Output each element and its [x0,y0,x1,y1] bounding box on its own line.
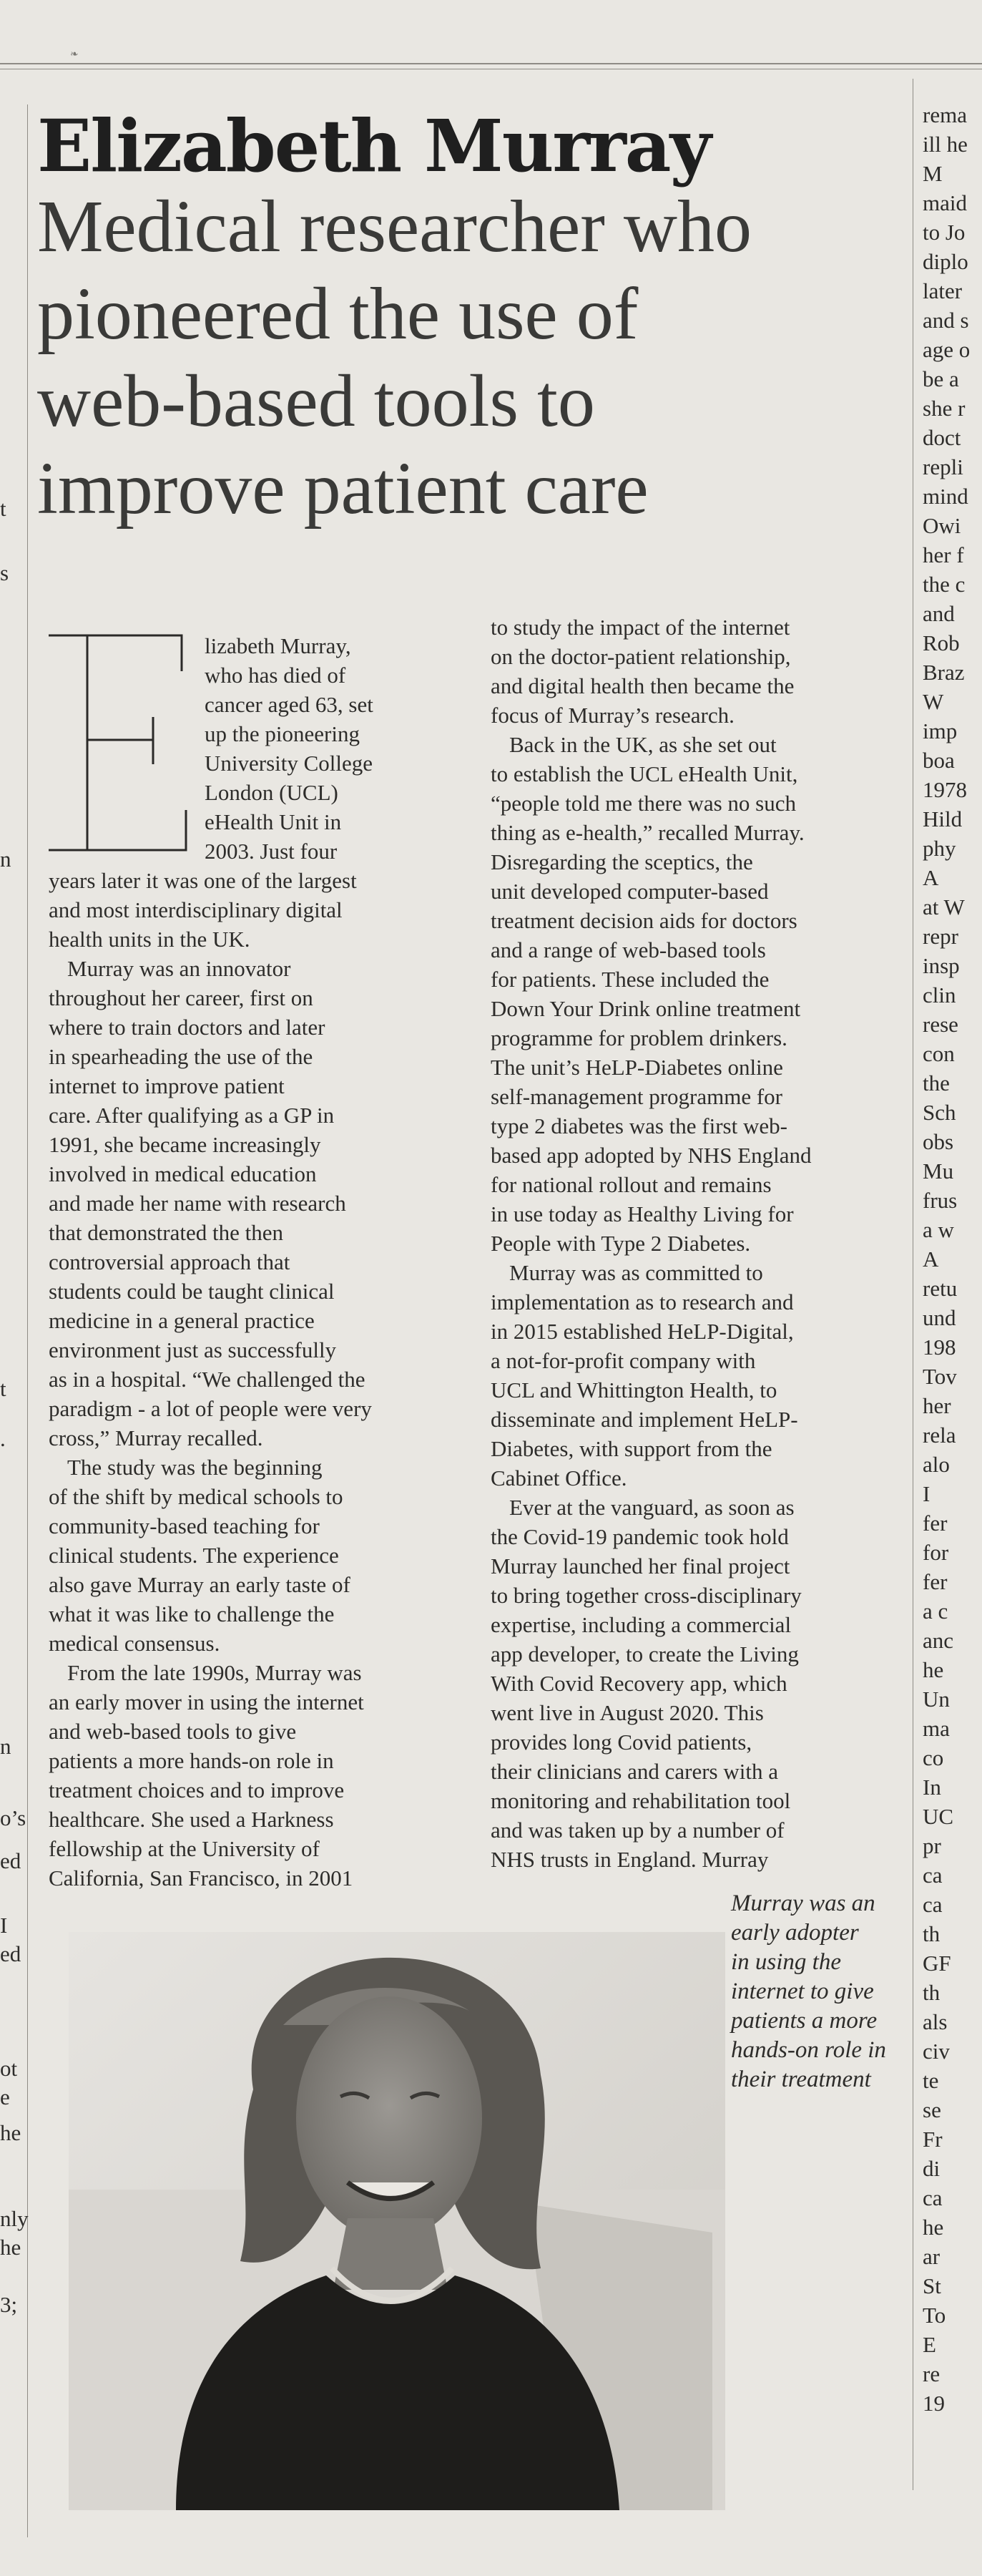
previous-column-fragment-line: n [0,1734,11,1759]
caption-line: internet to give [731,1979,874,2004]
column-1-line: throughout her career, first on [49,985,313,1010]
column-1-line: 1991, she became increasingly [49,1132,321,1157]
next-column-fragment-line: insp [923,953,960,978]
column-2-line: and was taken up by a number of [491,1818,785,1843]
next-column-fragment-line: E [923,2332,936,2357]
column-2-line: provides long Covid patients, [491,1729,752,1755]
column-2-line: People with Type 2 Diabetes. [491,1231,751,1256]
column-2-line: expertise, including a commercial [491,1612,792,1637]
column-2-line: disseminate and implement HeLP- [491,1407,798,1432]
column-2-line: to bring together cross-disciplinary [491,1583,802,1608]
column-1-line: community-based teaching for [49,1513,320,1538]
column-1-line: From the late 1990s, Murray was [67,1660,362,1685]
column-1-line: The study was the beginning [67,1455,323,1480]
caption-line: their treatment [731,2067,871,2092]
column-2-line: Ever at the vanguard, as soon as [509,1495,795,1520]
next-column-fragment-line: she r [923,396,966,421]
next-column-fragment-line: fer [923,1511,948,1536]
column-1-line: California, San Francisco, in 2001 [49,1865,353,1890]
next-column-fragment-line: anc [923,1628,954,1653]
next-column-fragment-line: se [923,2097,941,2122]
next-column-fragment-line: for [923,1540,949,1565]
caption-line: in using the [731,1949,841,1975]
column-2-line: unit developed computer-based [491,879,769,904]
next-column-fragment-line: 19 [923,2391,945,2416]
next-column-fragment-line: con [923,1041,955,1066]
column-2-line: The unit’s HeLP-Diabetes online [491,1055,783,1080]
column-2-line: on the doctor-patient relationship, [491,644,791,669]
column-1-line: care. After qualifying as a GP in [49,1103,335,1128]
next-column-fragment-line: frus [923,1188,958,1213]
next-column-fragment-line: To [923,2303,946,2328]
column-1-line: medicine in a general practice [49,1308,315,1333]
column-2-line: implementation as to research and [491,1289,794,1314]
body-column-2 [491,613,913,1874]
column-2-line: and digital health then became the [491,673,795,698]
previous-column-fragment-line: 3; [0,2292,18,2317]
obituary-headline: Elizabeth Murray [37,104,710,188]
column-2-line: in 2015 established HeLP-Digital, [491,1319,794,1344]
column-2-line: Murray launched her final project [491,1553,790,1579]
next-column-fragment-line: retu [923,1276,958,1301]
next-column-fragment-line: A [923,865,939,890]
next-column-fragment-line: ca [923,2185,943,2210]
next-column-fragment-line: ca [923,1892,943,1917]
next-column-fragment-line: Mu [923,1158,954,1184]
column-1-line: involved in medical education [49,1161,317,1186]
column-2-line: Murray was as committed to [509,1260,763,1285]
photo-caption [731,1889,946,2094]
next-column-fragment-line: repr [923,924,958,949]
previous-column-fragment-line: t [0,496,6,521]
next-column-fragment-line: ma [923,1716,950,1741]
column-2-line: in use today as Healthy Living for [491,1201,794,1226]
column-1-line: patients a more hands-on role in [49,1748,334,1773]
column-2-line: for patients. These included the [491,967,770,992]
column-1-line: internet to improve patient [49,1073,285,1098]
next-column-fragment-line: doct [923,425,961,450]
column-1-line: Murray was an innovator [67,956,291,981]
column-2-line: monitoring and rehabilitation tool [491,1788,791,1813]
next-column-fragment-line: boa [923,748,955,773]
portrait-photo [69,1932,725,2510]
column-1-line: cancer aged 63, set [205,692,373,717]
column-2-line: to study the impact of the internet [491,615,790,640]
next-column-fragment-line: Owi [923,513,961,538]
next-column-fragment-line: a c [923,1599,948,1624]
column-2-line: Disregarding the sceptics, the [491,849,753,874]
standfirst-line: Medical researcher who [37,185,752,268]
column-1-line: health units in the UK. [49,927,250,952]
next-column-fragment-line: UC [923,1804,954,1829]
column-1-line: healthcare. She used a Harkness [49,1807,334,1832]
column-2-line: NHS trusts in England. Murray [491,1847,769,1872]
column-1-line: treatment choices and to improve [49,1777,345,1802]
next-column-fragment-line: th [923,1980,941,2005]
column-1-line: paradigm - a lot of people were very [49,1396,372,1421]
previous-column-fragment-line: ed [0,1941,21,1966]
column-1-line: cross,” Murray recalled. [49,1425,263,1450]
next-column-fragment-line: later [923,278,963,303]
column-2-line: Diabetes, with support from the [491,1436,772,1461]
next-column-fragment-line: M [923,161,943,186]
column-2-line: for national rollout and remains [491,1172,772,1197]
next-column-fragment-line: di [923,2156,941,2181]
next-column-fragment-line: her [923,1393,951,1418]
next-column-fragment-line: 198 [923,1335,956,1360]
next-column-fragment-line: clin [923,982,956,1008]
body-column-1 [49,631,478,1893]
column-2-line: UCL and Whittington Health, to [491,1377,777,1402]
standfirst-line: pioneered the use of [37,273,639,355]
print-mark: ❧ [70,49,79,60]
column-2-line: and a range of web-based tools [491,937,766,962]
previous-column-fragment-line: he [0,2120,21,2145]
next-column-fragment-line: ill he [923,132,968,157]
next-column-fragment-line: maid [923,190,967,215]
column-1-line: who has died of [205,663,346,688]
column-2-line: the Covid-19 pandemic took hold [491,1524,789,1549]
previous-column-fragment-line: o’s [0,1805,26,1830]
next-column-fragment-line: Un [923,1687,950,1712]
next-column-fragment-line: GF [923,1951,951,1976]
column-1-line: controversial approach that [49,1249,290,1274]
column-2-line: Back in the UK, as she set out [509,732,777,757]
column-2-line: treatment decision aids for doctors [491,908,797,933]
column-1-line: what it was like to challenge the [49,1601,335,1626]
next-column-fragment-line: civ [923,2039,950,2064]
column-2-line: app developer, to create the Living [491,1641,799,1667]
next-column-fragment-line: und [923,1305,956,1330]
column-2-line: focus of Murray’s research. [491,703,735,728]
column-1-line: eHealth Unit in [205,809,342,834]
next-column-fragment-line: phy [923,836,956,861]
column-1-line: 2003. Just four [205,839,338,864]
previous-column-fragment-line: . [0,1426,6,1451]
previous-column-fragment-line: t [0,1376,6,1401]
column-2-line: programme for problem drinkers. [491,1025,787,1050]
next-column-fragment-line: re [923,2361,941,2386]
next-column-fragment-line: 1978 [923,777,967,802]
next-column-fragment-line: to Jo [923,220,966,245]
column-2-line: self-management programme for [491,1084,782,1109]
next-column-fragment-line: Tov [923,1364,957,1389]
next-column-fragment-line: Braz [923,660,965,685]
column-2-line: thing as e-health,” recalled Murray. [491,820,805,845]
column-2-line: a not-for-profit company with [491,1348,756,1373]
column-2-line: based app adopted by NHS England [491,1143,812,1168]
next-column-fragment-line: th [923,1921,941,1946]
column-1-line: as in a hospital. “We challenged the [49,1367,365,1392]
column-1-line: London (UCL) [205,780,338,805]
next-column-fragment-line: the c [923,572,966,597]
standfirst-line: web-based tools to [37,360,595,442]
next-column-fragment-line: be a [923,366,959,391]
column-2-line: Down Your Drink online treatment [491,996,801,1021]
next-column-fragment-line: Rob [923,630,960,655]
column-2-line: went live in August 2020. This [491,1700,764,1725]
top-rule [0,63,982,64]
next-column-fragment-line: A [923,1246,939,1272]
next-column-fragment-line: age o [923,337,971,362]
next-column-fragment-line: and [923,601,955,626]
next-column-fragment-line: her f [923,542,964,567]
next-column-fragment-line: te [923,2068,939,2093]
next-column-fragment-line: fer [923,1569,948,1594]
next-column-fragment-line: pr [923,1833,941,1858]
column-1-line: an early mover in using the internet [49,1689,364,1714]
column-1-line: medical consensus. [49,1631,220,1656]
next-column-fragment-line: Fr [923,2127,943,2152]
column-2-line: With Covid Recovery app, which [491,1671,787,1696]
left-column-rule [27,104,28,2537]
next-column-fragment-line: and s [923,308,969,333]
next-column-fragment-line: In [923,1775,941,1800]
previous-column-fragment-line: e [0,2084,10,2109]
next-column-fragment-line: he [923,2215,944,2240]
next-column-fragment-line: ca [923,1863,943,1888]
previous-column-fragment-line: n [0,847,11,872]
previous-column-fragment-line: he [0,2235,21,2260]
column-1-line: up the pioneering [205,721,360,746]
caption-line: Murray was an [731,1890,875,1916]
next-column-fragment-line: at W [923,894,965,919]
column-2-line: Cabinet Office. [491,1465,627,1491]
column-1-line: lizabeth Murray, [205,633,351,658]
previous-column-fragment-line: ed [0,1848,21,1873]
next-column-fragment-line: imp [923,718,958,743]
caption-line: patients a more [731,2008,878,2034]
column-1-line: years later it was one of the largest [49,868,357,893]
column-1-line: and web-based tools to give [49,1719,297,1744]
next-column-fragment-line: I [923,1481,931,1506]
next-column-fragment-line: the [923,1070,950,1096]
next-column-fragment-line: co [923,1745,944,1770]
next-column-fragment-line: repli [923,454,963,479]
column-2-line: to establish the UCL eHealth Unit, [491,761,798,786]
next-column-fragment-line: W [923,689,944,714]
previous-column-fragment-line: ot [0,2056,18,2081]
next-column-fragment-line: obs [923,1129,954,1154]
column-1-line: in spearheading the use of the [49,1044,313,1069]
column-1-line: also gave Murray an early taste of [49,1572,350,1597]
caption-line: hands-on role in [731,2037,886,2063]
column-1-line: and made her name with research [49,1191,346,1216]
column-2-line: their clinicians and carers with a [491,1759,778,1784]
standfirst [37,183,874,532]
next-column-fragment-line: a w [923,1217,954,1242]
standfirst-line: improve patient care [37,447,649,530]
next-column-fragment-line: ar [923,2244,941,2269]
previous-column-fragment-line: s [0,560,9,585]
next-column-fragment-line: St [923,2273,941,2298]
column-1-line: and most interdisciplinary digital [49,897,343,922]
previous-column-fragment-line: nly [0,2206,29,2231]
next-column-fragment-line: als [923,2009,948,2034]
column-1-line: environment just as successfully [49,1337,337,1362]
next-column-fragment-line: Hild [923,806,963,831]
next-column-fragment-line: diplo [923,249,968,274]
column-1-line: clinical students. The experience [49,1543,339,1568]
column-1-line: students could be taught clinical [49,1279,335,1304]
column-1-line: University College [205,751,373,776]
caption-line: early adopter [731,1920,859,1946]
column-1-line: that demonstrated the then [49,1220,283,1245]
next-column-fragment-line: rese [923,1012,958,1037]
column-1-line: where to train doctors and later [49,1015,325,1040]
column-2-line: “people told me there was no such [491,791,796,816]
next-column-fragment-line: Sch [923,1100,956,1125]
next-column-fragment-line: mind [923,484,968,509]
next-column-fragment-line: alo [923,1452,950,1477]
previous-column-fragment-line: I [0,1913,8,1938]
next-column-fragment-line: rema [923,102,967,127]
column-1-line: fellowship at the University of [49,1836,320,1861]
column-2-line: type 2 diabetes was the first web- [491,1113,787,1138]
column-1-line: of the shift by medical schools to [49,1484,343,1509]
next-column-fragment-line: he [923,1657,944,1682]
next-column-fragment-line: rela [923,1423,956,1448]
